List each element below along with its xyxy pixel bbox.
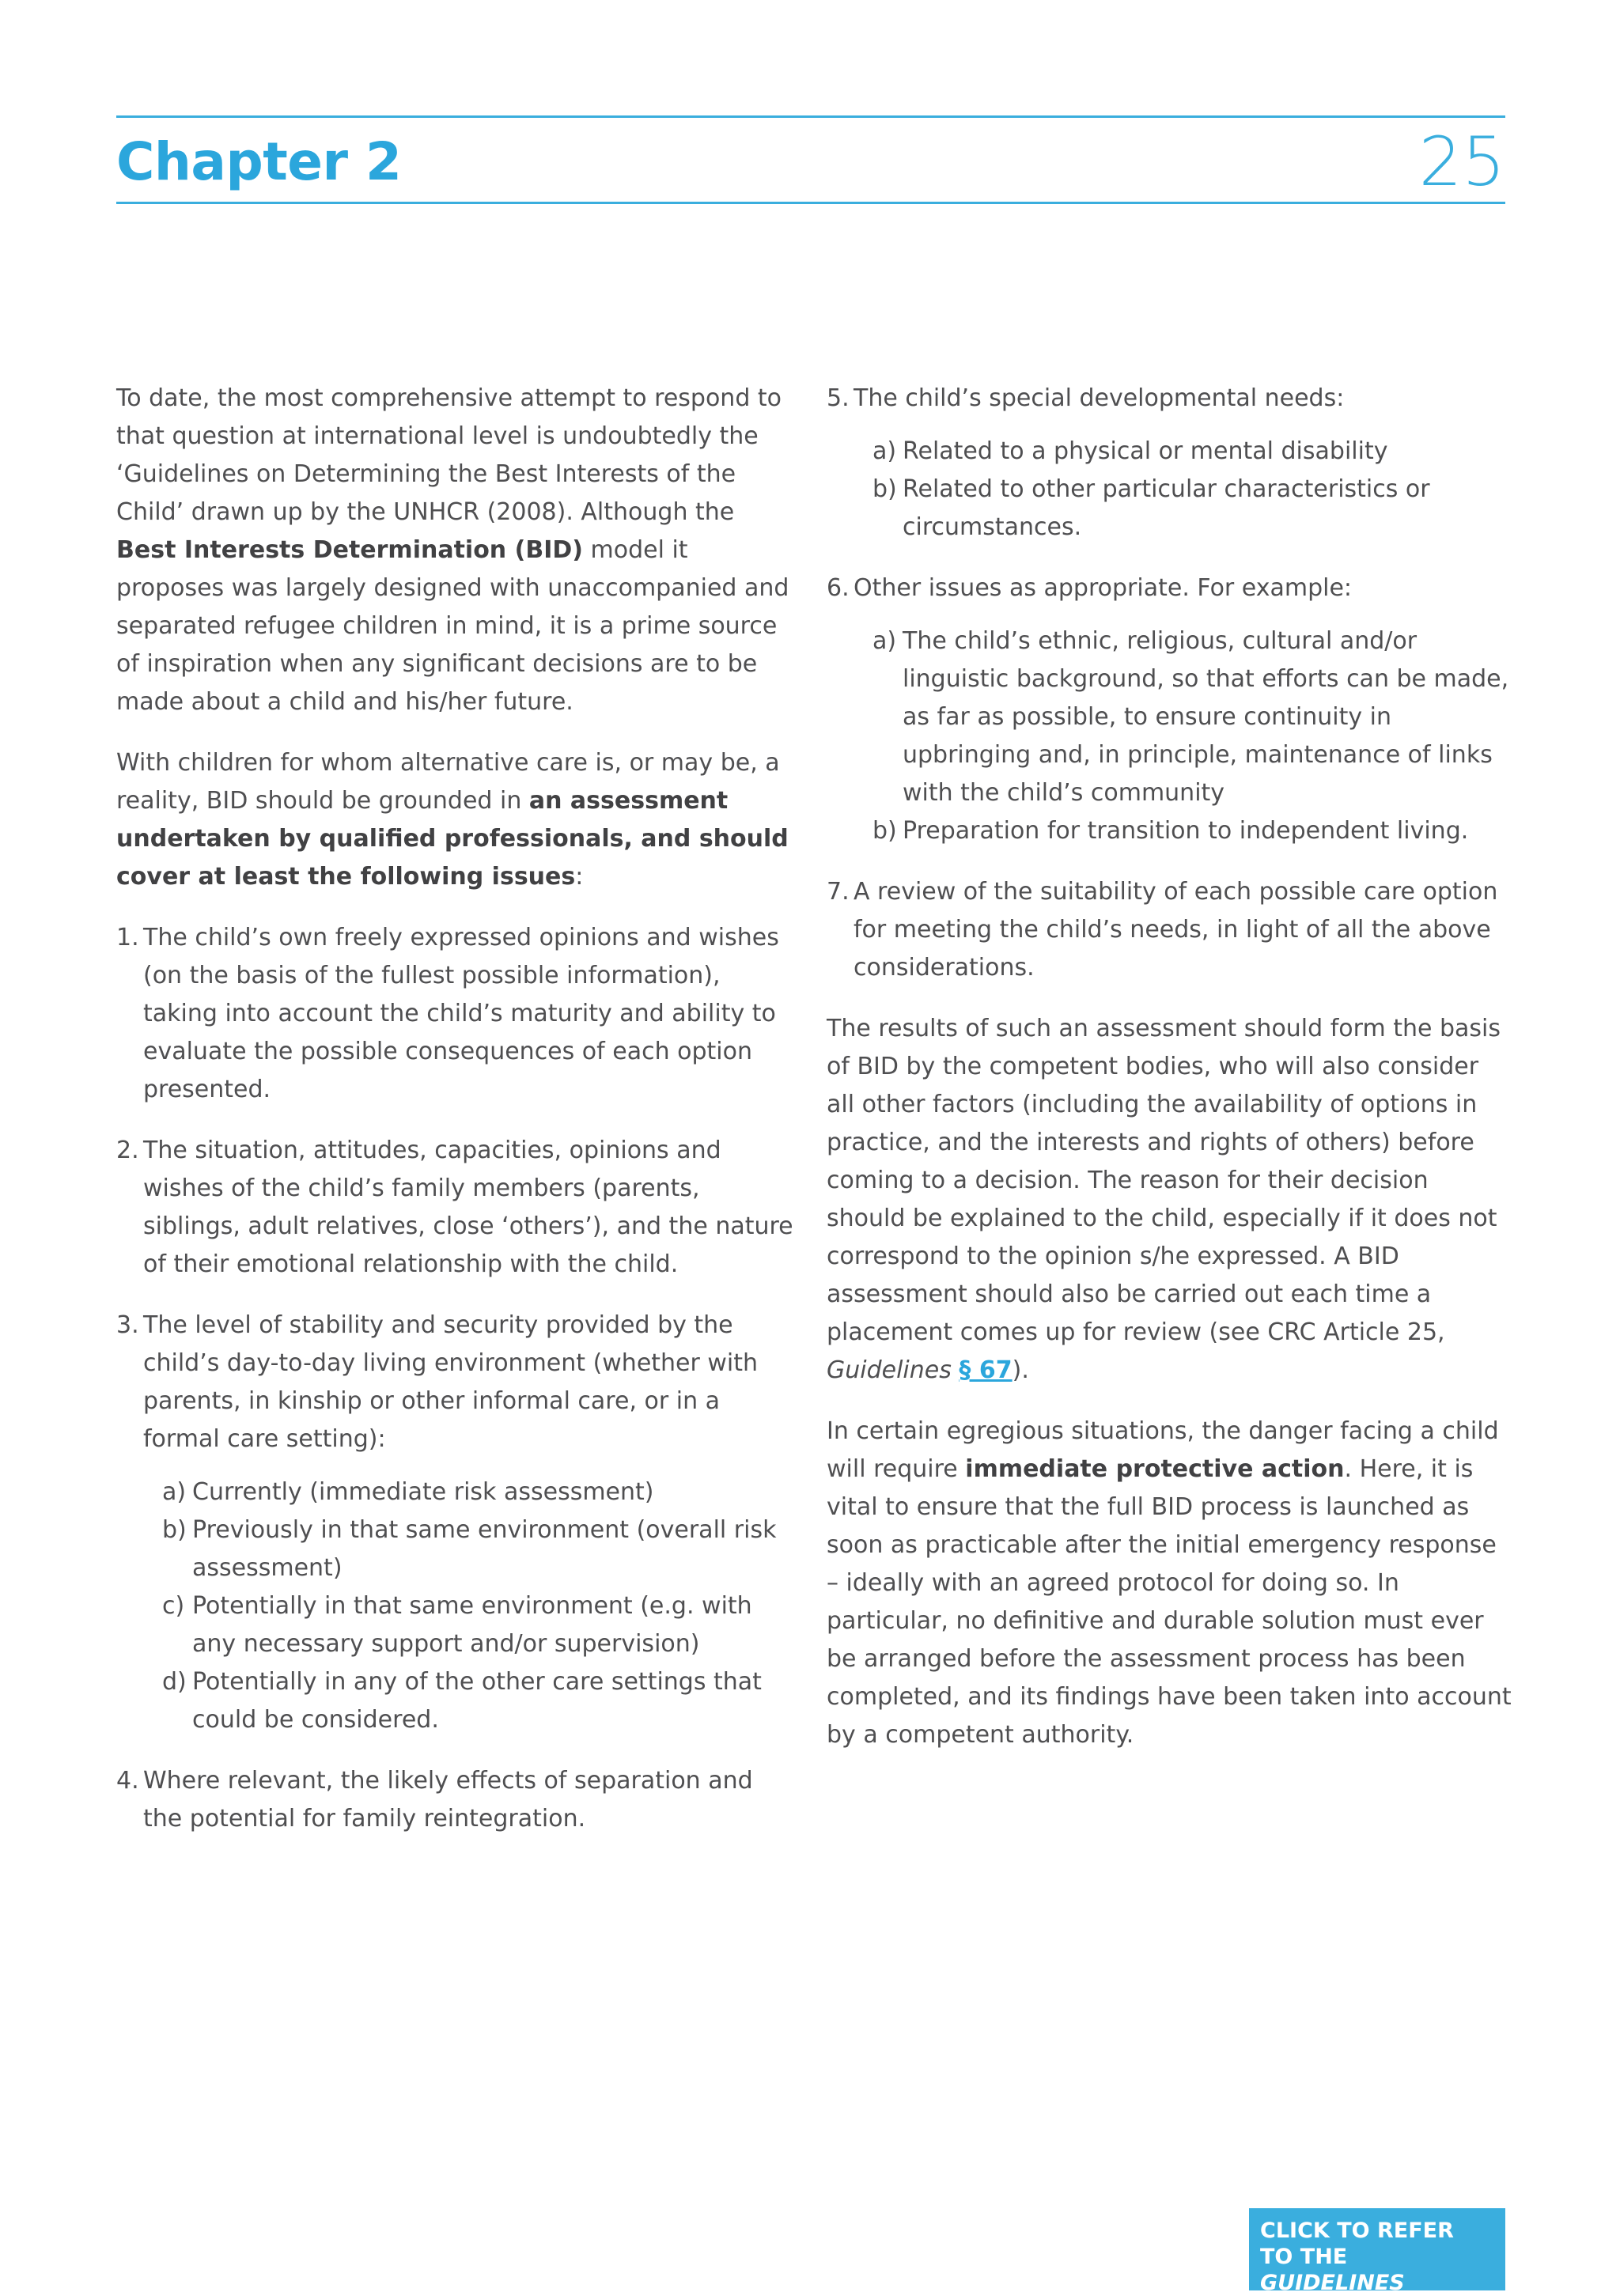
sub-list-item: b) Related to other particular characteristics or circumstances. <box>872 475 1430 541</box>
cta-line-1: CLICK TO REFER <box>1260 2218 1454 2243</box>
refer-guidelines-button[interactable] <box>1249 2208 1505 2295</box>
sub-list <box>827 622 1513 850</box>
list-item: 5. The child’s special developmental needs: <box>827 384 1345 412</box>
sub-list-item: c) Potentially in that same environment (e.g. with any necessary support and/or supervision) <box>162 1592 752 1658</box>
bid-term: Best Interests Determination (BID) <box>116 536 583 564</box>
assessment-paragraph: With children for whom alternative care is, or may be, a reality, BID should be grounded in an assessment undertaken by qualified professionals, and should cover at least the following issues: <box>116 749 789 891</box>
assessment-emphasis: an assessment undertaken by qualified professionals, and should cover at least the following issues <box>116 787 789 891</box>
left-column <box>116 380 797 1861</box>
sub-list-item: b) Previously in that same environment (overall risk assessment) <box>162 1516 777 1582</box>
list-item: 2. The situation, attitudes, capacities, opinions and wishes of the child’s family members (parents, siblings, adult relatives, close ‘others’), and the nature of their emotional relationship with the child. <box>116 1137 793 1278</box>
cta-line-2: TO THE GUIDELINES <box>1260 2245 1405 2295</box>
sub-list-item: a) The child’s ethnic, religious, cultural and/or linguistic background, so that efforts can be made, as far as possible, to ensure continuity in upbringing and, in principle, maintenance of links with the child’s community <box>872 627 1509 807</box>
protective-action-emphasis: immediate protective action <box>965 1455 1345 1483</box>
intro-paragraph: To date, the most comprehensive attempt to respond to that question at international level is undoubtedly the ‘Guidelines on Determining the Best Interests of the Child’ drawn up by the UNHCR (2008). Although the Best Interests Determination (BID) model it proposes was largely designed with unaccompanied and separated refugee children in mind, it is a prime source of inspiration when any significant decisions are to be made about a child and his/her future. <box>116 384 789 716</box>
list-item: 3. The level of stability and security provided by the child’s day-to-day living environment (whether with parents, in kinship or other informal care, or in a formal care setting): <box>116 1311 759 1453</box>
sub-list-item: b) Preparation for transition to independent living. <box>872 817 1469 845</box>
list-item: 1. The child’s own freely expressed opinions and wishes (on the basis of the fullest possible information), taking into account the child’s maturity and ability to evaluate the possible consequences of each option presented. <box>116 924 779 1103</box>
emergency-paragraph: In certain egregious situations, the danger facing a child will require immediate protective action. Here, it is vital to ensure that the full BID process is launched as soon as practicable after the initial emergency response – ideally with an agreed protocol for doing so. In particular, no definitive and durable solution must ever be arranged before the assessment process has been completed, and its findings have been taken into account by a competent authority. <box>827 1417 1512 1749</box>
right-column <box>827 380 1513 1777</box>
results-paragraph: The results of such an assessment should form the basis of BID by the competent bodies, who will also consider all other factors (including the availability of options in practice, and the interests and rights of others) before coming to a decision. The reason for their decision should be explained to the child, especially if it does not correspond to the opinion s/he expressed. A BID assessment should also be carried out each time a placement comes up for review (see CRC Article 25, Guidelines § 67). <box>827 1015 1501 1384</box>
guidelines-section-link[interactable]: § 67 <box>959 1356 1012 1384</box>
chapter-title: Chapter 2 <box>116 131 402 192</box>
page-number: 25 <box>1418 123 1505 202</box>
list-item: 7. A review of the suitability of each possible care option for meeting the child’s needs, in light of all the above considerations. <box>827 878 1498 982</box>
list-item: 6. Other issues as appropriate. For example: <box>827 574 1353 602</box>
list-item: 4. Where relevant, the likely effects of separation and the potential for family reintegration. <box>116 1767 753 1833</box>
guidelines-italic: Guidelines <box>827 1356 952 1384</box>
header-bottom-rule <box>116 202 1505 204</box>
sub-list <box>116 1473 797 1739</box>
sub-list-item: d) Potentially in any of the other care settings that could be considered. <box>162 1668 762 1734</box>
sub-list <box>827 433 1513 547</box>
header-top-rule <box>116 115 1505 118</box>
sub-list-item: a) Currently (immediate risk assessment) <box>162 1478 654 1506</box>
sub-list-item: a) Related to a physical or mental disability <box>872 437 1388 465</box>
